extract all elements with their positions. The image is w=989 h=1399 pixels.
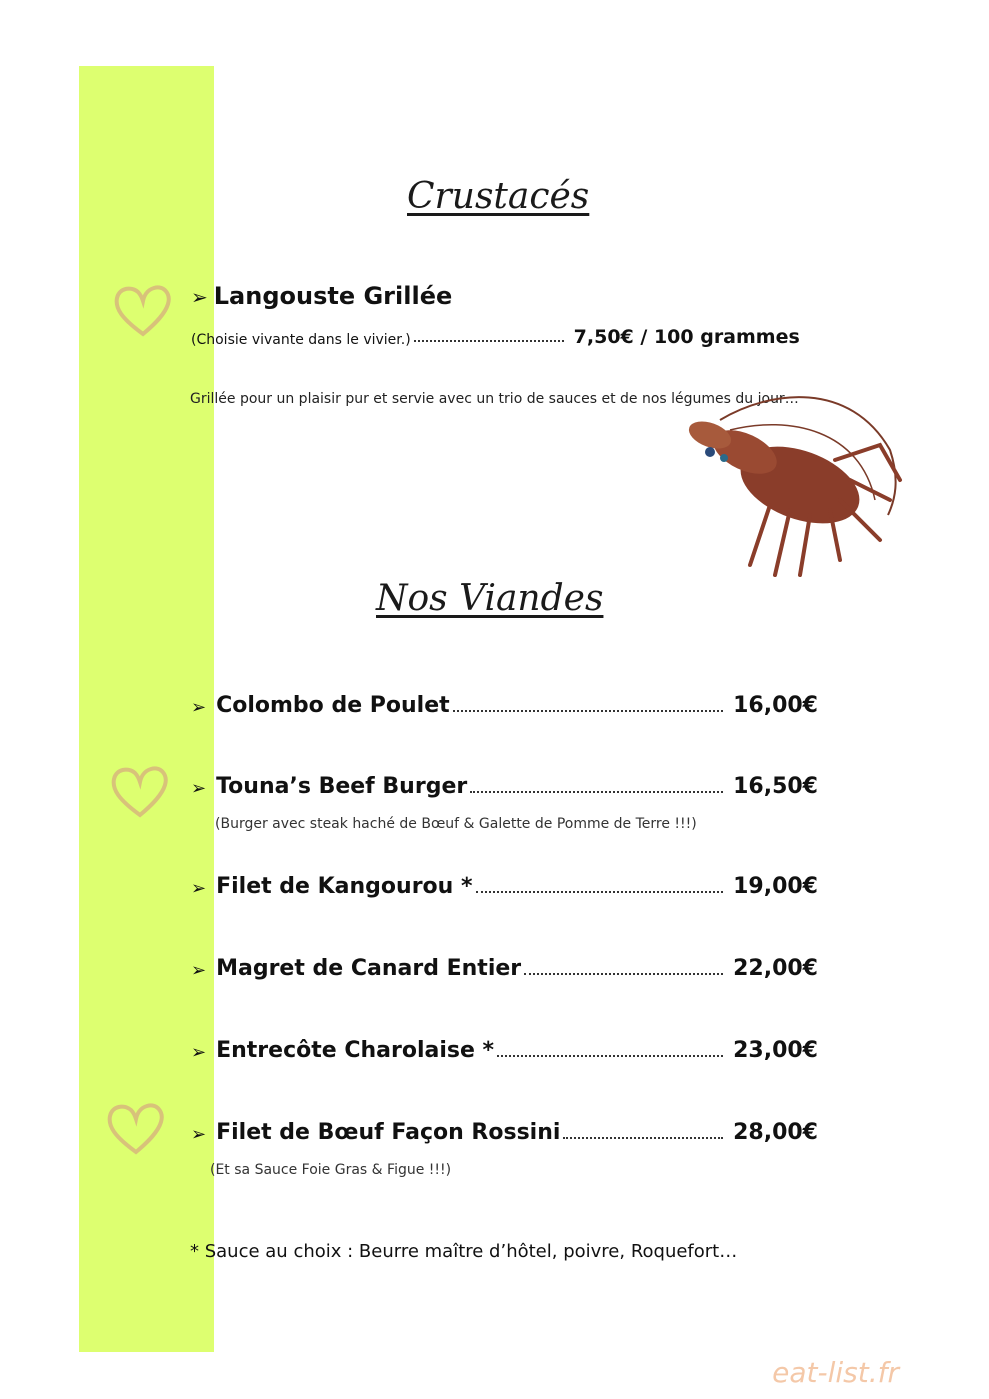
- heart-icon: [111, 282, 175, 340]
- item-price: 16,00€: [733, 693, 818, 718]
- item-price: 7,50€ / 100 grammes: [573, 326, 800, 348]
- item-name: Magret de Canard Entier: [216, 956, 522, 981]
- arrow-bullet-icon: ➢: [191, 697, 207, 718]
- heart-icon: [108, 763, 172, 821]
- sauce-note: * Sauce au choix : Beurre maître d’hôtel, poivre, Roquefort…: [190, 1241, 738, 1262]
- arrow-bullet-icon: ➢: [191, 1042, 207, 1063]
- menu-item-line: [191, 1120, 818, 1145]
- leader-dots: [476, 891, 724, 893]
- leader-dots: [414, 340, 564, 342]
- section-title-crustaces: Crustacés: [407, 176, 590, 217]
- item-name: Filet de Bœuf Façon Rossini: [216, 1120, 561, 1145]
- item-price: 19,00€: [733, 874, 818, 899]
- item-description: Grillée pour un plaisir pur et servie avec un trio de sauces et de nos légumes du jour…: [190, 391, 799, 407]
- leader-dots: [524, 973, 723, 975]
- arrow-bullet-icon: ➢: [191, 960, 207, 981]
- item-price: 16,50€: [733, 774, 818, 799]
- item-name: Filet de Kangourou *: [216, 874, 473, 899]
- item-price: 23,00€: [733, 1038, 818, 1063]
- menu-item-line: [191, 693, 818, 718]
- item-name: Entrecôte Charolaise *: [216, 1038, 495, 1063]
- menu-item-line: [191, 774, 818, 799]
- item-subtitle: (Choisie vivante dans le vivier.): [191, 332, 411, 348]
- watermark: eat-list.fr: [772, 1356, 899, 1389]
- heart-icon: [104, 1100, 168, 1158]
- item-name: Touna’s Beef Burger: [216, 774, 468, 799]
- item-langouste-price-line: [191, 326, 818, 348]
- arrow-bullet-icon: ➢: [191, 285, 208, 309]
- item-langouste-title: [191, 282, 452, 310]
- lobster-illustration: [650, 390, 910, 590]
- item-name: Langouste Grillée: [213, 282, 453, 310]
- menu-item-line: [191, 874, 818, 899]
- arrow-bullet-icon: ➢: [191, 1124, 207, 1145]
- arrow-bullet-icon: ➢: [191, 778, 207, 799]
- item-subtitle: (Burger avec steak haché de Bœuf & Galette de Pomme de Terre !!!): [215, 816, 697, 832]
- item-subtitle: (Et sa Sauce Foie Gras & Figue !!!): [210, 1162, 452, 1178]
- leader-dots: [453, 710, 723, 712]
- leader-dots: [563, 1137, 723, 1139]
- section-title-viandes: Nos Viandes: [376, 578, 604, 619]
- item-price: 22,00€: [733, 956, 818, 981]
- menu-item-line: [191, 956, 818, 981]
- menu-item-line: [191, 1038, 818, 1063]
- arrow-bullet-icon: ➢: [191, 878, 207, 899]
- item-price: 28,00€: [733, 1120, 818, 1145]
- leader-dots: [497, 1055, 723, 1057]
- leader-dots: [470, 791, 723, 793]
- item-name: Colombo de Poulet: [216, 693, 450, 718]
